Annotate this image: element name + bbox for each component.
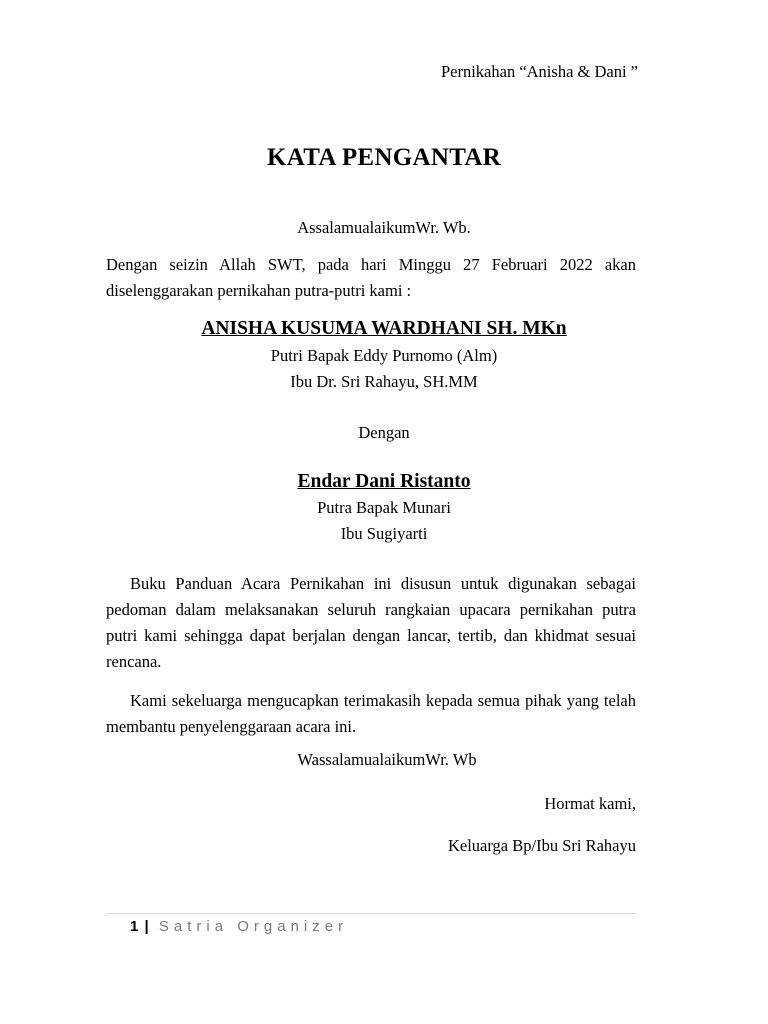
guide-paragraph: Buku Panduan Acara Pernikahan ini disusun untuk digunakan sebagai pedoman dalam melaksanakan seluruh rangkaian upacara pernikahan putra putri kami sehingga dapat berjalan dengan lancar, tertib, dan khidmat sesuai rencana. (106, 574, 636, 671)
footer-divider (106, 913, 636, 914)
page-title: KATA PENGANTAR (266, 144, 502, 171)
page-footer (130, 918, 348, 935)
groom-father: Putra Bapak Munari (317, 498, 451, 517)
closing-greeting: WassalamualaikumWr. Wb (297, 750, 477, 769)
bride-name: ANISHA KUSUMA WARDHANI SH. MKn (201, 318, 567, 339)
signature-regards: Hormat kami, (544, 794, 636, 813)
event-header: Pernikahan “Anisha & Dani ” (440, 62, 638, 81)
intro-paragraph: Dengan seizin Allah SWT, pada hari Minggu 27 Februari 2022 akan diselenggarakan pernikahan putra-putri kami : (106, 255, 636, 300)
footer-separator: | (144, 918, 149, 935)
groom-mother: Ibu Sugiyarti (340, 524, 428, 543)
opening-greeting: AssalamualaikumWr. Wb. (297, 218, 471, 237)
signature-family: Keluarga Bp/Ibu Sri Rahayu (447, 836, 636, 855)
thanks-paragraph: Kami sekeluarga mengucapkan terimakasih kepada semua pihak yang telah membantu penyelenggaraan acara ini. (106, 691, 636, 736)
groom-name: Endar Dani Ristanto (297, 471, 471, 492)
bride-mother: Ibu Dr. Sri Rahayu, SH.MM (290, 372, 478, 391)
page-number: 1 (130, 918, 139, 935)
bride-father: Putri Bapak Eddy Purnomo (Alm) (270, 346, 498, 365)
connector-text: Dengan (358, 423, 410, 442)
organizer-name: Satria Organizer (158, 918, 349, 935)
